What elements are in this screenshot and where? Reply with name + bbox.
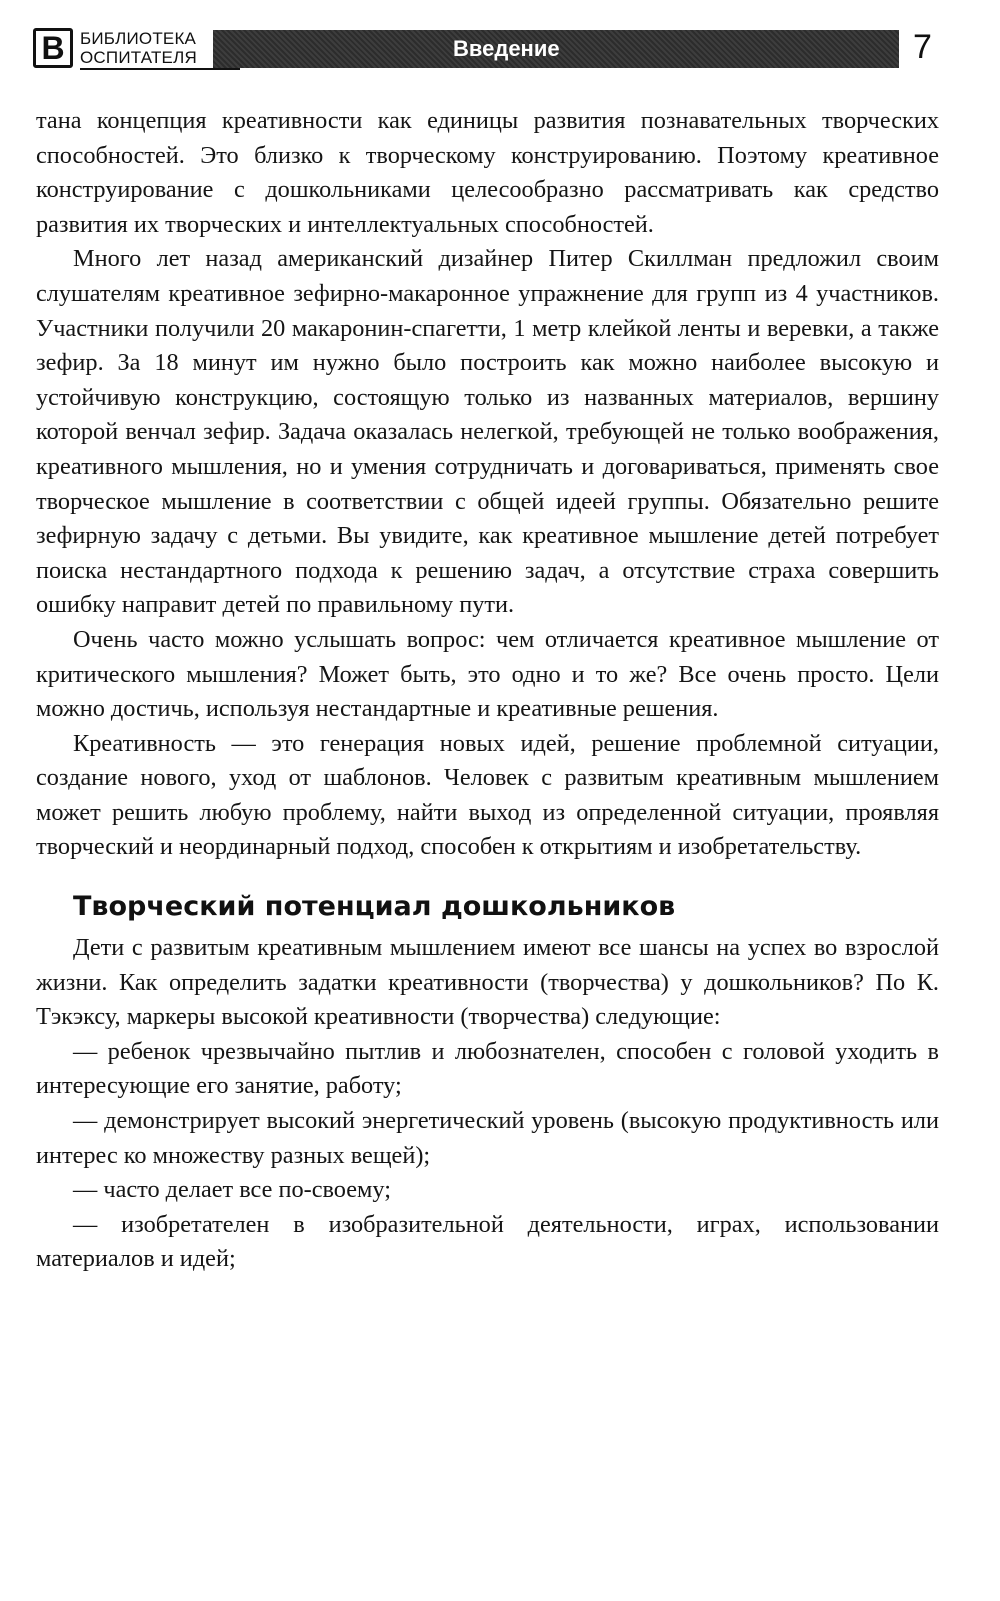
list-item: — изобретателен в изобразительной деятельности, играх, использовании материалов и идей; [36,1210,939,1273]
series-logo-letter: В [41,30,65,66]
page-number: 7 [913,28,932,66]
list-item: — ребенок чрезвычайно пытлив и любознателен, способен с головой уходить в интересующие его занятие, работу; [36,1037,939,1100]
list-item: — часто делает все по-своему; [73,1176,391,1204]
section-heading: Творческий потенциал дошкольников [73,891,676,923]
paragraph: Креативность — это генерация новых идей, решение проблемной ситуации, создание нового, уход от шаблонов. Человек с развитым креативным мышлением может решить любую проблему, найти выход из определенной ситуации, проявляя творческий и неординарный подход, способен к открытиям и изобретательству. [36,729,939,861]
running-header [33,26,945,72]
series-title-line1: БИБЛИОТЕКА [80,29,197,48]
series-title [80,29,197,67]
page-body [36,104,939,1277]
chapter-title: Введение [453,36,560,61]
paragraph: Очень часто можно услышать вопрос: чем отличается креативное мышление от критического мышления? Может быть, это одно и то же? Все очень просто. Цели можно достичь, используя нестандартные и креативные решения. [36,625,939,723]
paragraph-continued: тана концепция креативности как единицы развития познавательных творческих способностей. Это близко к творческому конструированию. Поэтому креативное конструирование с дошкольниками целесообразно рассматривать как средство развития их творческих и интеллектуальных способностей. [36,107,939,238]
series-title-line2: ОСПИТАТЕЛЯ [80,48,197,67]
list-item: — демонстрирует высокий энергетический уровень (высокую продуктивность или интерес ко множеству разных вещей); [36,1107,939,1169]
header-rule [80,68,240,70]
series-logo [33,28,73,68]
paragraph: Дети с развитым креативным мышлением имеют все шансы на успех во взрослой жизни. Как определить задатки креативности (творчества) у дошкольников? По К. Тэкэксу, маркеры высокой креативности (творчества) следующие: [36,934,939,1031]
paragraph: Много лет назад американский дизайнер Питер Скиллман предложил своим слушателям креативное зефирно-макаронное упражнение для групп из 4 участников. Участники получили 20 макаронин-спагетти, 1 метр клейкой ленты и веревки, а также зефир. За 18 минут им нужно было построить как можно наиболее высокую и устойчивую конструкцию, состоящую только из названных материалов, вершину которой венчал зефир. Задача оказалась нелегкой, требующей не только воображения, креативного мышления, но и умения сотрудничать и договариваться, применять свое творческое мышление в соответствии с общей идеей группы. Обязательно решите зефирную задачу с детьми. Вы увидите, как креативное мышление детей потребует поиска нестандартного подхода к решению задач, а отсутствие страха совершить ошибку направит детей по правильному пути. [36,245,939,619]
